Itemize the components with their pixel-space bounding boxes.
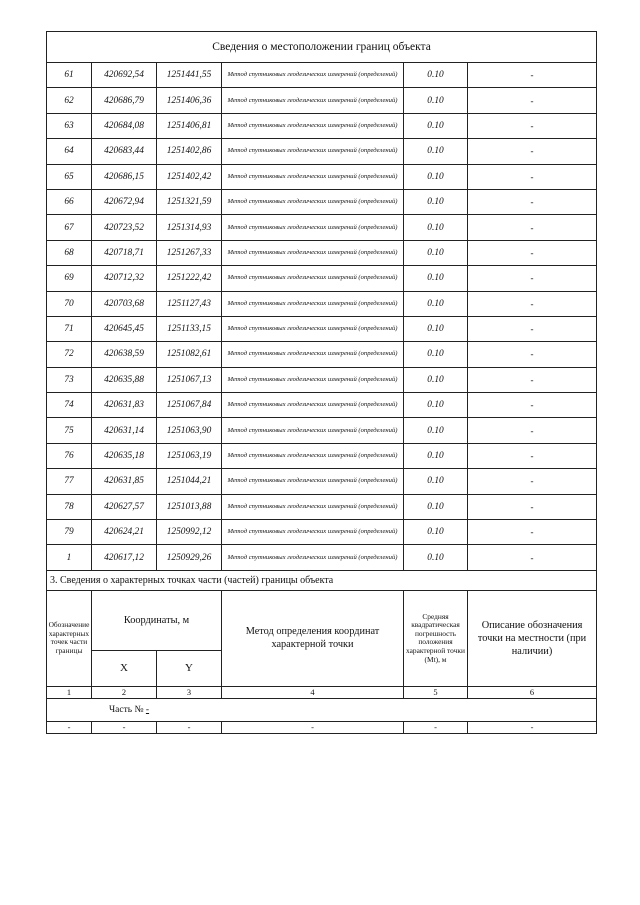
coord-x: 420692,54 bbox=[92, 63, 157, 88]
point-number: 67 bbox=[47, 215, 92, 240]
table-row bbox=[47, 113, 597, 138]
table-row bbox=[47, 139, 597, 164]
coord-y: 1251406,36 bbox=[157, 88, 222, 113]
header-desc: Описание обозначения точки на местности (при наличии) bbox=[468, 590, 597, 686]
point-description: - bbox=[468, 266, 597, 291]
part-row bbox=[47, 698, 597, 721]
part-label: Часть № bbox=[109, 704, 144, 715]
mt-value: 0.10 bbox=[404, 88, 468, 113]
mt-value: 0.10 bbox=[404, 113, 468, 138]
point-number: 76 bbox=[47, 443, 92, 468]
method-text: Метод спутниковых геодезических измерений (определений) bbox=[222, 189, 404, 214]
point-description: - bbox=[468, 494, 597, 519]
coord-y: 1251402,42 bbox=[157, 164, 222, 189]
point-number: 1 bbox=[47, 545, 92, 570]
table-row bbox=[47, 88, 597, 113]
col-number: 4 bbox=[222, 686, 404, 698]
mt-value: 0.10 bbox=[404, 393, 468, 418]
header-mt: Средняя квадратическая погрешность положения характерной точки (Mt), м bbox=[404, 590, 468, 686]
point-description: - bbox=[468, 189, 597, 214]
point-description: - bbox=[468, 342, 597, 367]
point-description: - bbox=[468, 164, 597, 189]
mt-value: 0.10 bbox=[404, 367, 468, 392]
method-text: Метод спутниковых геодезических измерений (определений) bbox=[222, 520, 404, 545]
coord-x: 420638,59 bbox=[92, 342, 157, 367]
point-number: 66 bbox=[47, 189, 92, 214]
table-row bbox=[47, 316, 597, 341]
point-number: 78 bbox=[47, 494, 92, 519]
coord-x: 420617,12 bbox=[92, 545, 157, 570]
coord-y: 1251067,13 bbox=[157, 367, 222, 392]
part-cell bbox=[47, 698, 597, 721]
method-text: Метод спутниковых геодезических измерений (определений) bbox=[222, 113, 404, 138]
point-number: 61 bbox=[47, 63, 92, 88]
coord-y: 1250992,12 bbox=[157, 520, 222, 545]
table-row bbox=[47, 418, 597, 443]
mt-value: 0.10 bbox=[404, 164, 468, 189]
table-row bbox=[47, 240, 597, 265]
coord-x: 420631,83 bbox=[92, 393, 157, 418]
table-row bbox=[47, 494, 597, 519]
dash-cell: - bbox=[468, 721, 597, 733]
dash-cell: - bbox=[47, 721, 92, 733]
point-description: - bbox=[468, 520, 597, 545]
method-text: Метод спутниковых геодезических измерений (определений) bbox=[222, 240, 404, 265]
table-row bbox=[47, 469, 597, 494]
point-description: - bbox=[468, 443, 597, 468]
mt-value: 0.10 bbox=[404, 240, 468, 265]
mt-value: 0.10 bbox=[404, 443, 468, 468]
section-3-row bbox=[47, 570, 597, 590]
dash-cell: - bbox=[222, 721, 404, 733]
table-row bbox=[47, 291, 597, 316]
point-description: - bbox=[468, 215, 597, 240]
point-number: 68 bbox=[47, 240, 92, 265]
point-number: 73 bbox=[47, 367, 92, 392]
method-text: Метод спутниковых геодезических измерений (определений) bbox=[222, 443, 404, 468]
table-row bbox=[47, 393, 597, 418]
coord-y: 1251063,90 bbox=[157, 418, 222, 443]
document-page bbox=[46, 31, 596, 734]
mt-value: 0.10 bbox=[404, 316, 468, 341]
coord-x: 420627,57 bbox=[92, 494, 157, 519]
point-number: 77 bbox=[47, 469, 92, 494]
point-description: - bbox=[468, 469, 597, 494]
point-description: - bbox=[468, 88, 597, 113]
coord-x: 420624,21 bbox=[92, 520, 157, 545]
method-text: Метод спутниковых геодезических измерений (определений) bbox=[222, 316, 404, 341]
method-text: Метод спутниковых геодезических измерений (определений) bbox=[222, 469, 404, 494]
method-text: Метод спутниковых геодезических измерений (определений) bbox=[222, 418, 404, 443]
point-description: - bbox=[468, 63, 597, 88]
coord-x: 420672,94 bbox=[92, 189, 157, 214]
table-row bbox=[47, 63, 597, 88]
coord-y: 1251222,42 bbox=[157, 266, 222, 291]
coord-y: 1251267,33 bbox=[157, 240, 222, 265]
point-number: 75 bbox=[47, 418, 92, 443]
coord-x: 420645,45 bbox=[92, 316, 157, 341]
header-y: Y bbox=[157, 650, 222, 686]
coord-y: 1251133,15 bbox=[157, 316, 222, 341]
coord-y: 1251063,19 bbox=[157, 443, 222, 468]
point-description: - bbox=[468, 240, 597, 265]
method-text: Метод спутниковых геодезических измерений (определений) bbox=[222, 266, 404, 291]
point-description: - bbox=[468, 316, 597, 341]
coord-y: 1251013,88 bbox=[157, 494, 222, 519]
coord-x: 420712,32 bbox=[92, 266, 157, 291]
method-text: Метод спутниковых геодезических измерений (определений) bbox=[222, 545, 404, 570]
mt-value: 0.10 bbox=[404, 520, 468, 545]
mt-value: 0.10 bbox=[404, 139, 468, 164]
col-number: 3 bbox=[157, 686, 222, 698]
method-text: Метод спутниковых геодезических измерений (определений) bbox=[222, 88, 404, 113]
table-row bbox=[47, 189, 597, 214]
header-method: Метод определения координат характерной точки bbox=[222, 590, 404, 686]
header-x: X bbox=[92, 650, 157, 686]
point-number: 65 bbox=[47, 164, 92, 189]
point-description: - bbox=[468, 291, 597, 316]
point-description: - bbox=[468, 418, 597, 443]
mt-value: 0.10 bbox=[404, 545, 468, 570]
table-title-row bbox=[47, 32, 597, 63]
table-row bbox=[47, 545, 597, 570]
point-number: 64 bbox=[47, 139, 92, 164]
coord-y: 1251044,21 bbox=[157, 469, 222, 494]
point-number: 74 bbox=[47, 393, 92, 418]
coord-y: 1251402,86 bbox=[157, 139, 222, 164]
boundary-table bbox=[46, 31, 597, 734]
table-row bbox=[47, 520, 597, 545]
mt-value: 0.10 bbox=[404, 291, 468, 316]
section-3-header-row bbox=[47, 590, 597, 650]
method-text: Метод спутниковых геодезических измерений (определений) bbox=[222, 393, 404, 418]
column-numbers-row bbox=[47, 686, 597, 698]
point-description: - bbox=[468, 113, 597, 138]
mt-value: 0.10 bbox=[404, 189, 468, 214]
mt-value: 0.10 bbox=[404, 494, 468, 519]
method-text: Метод спутниковых геодезических измерений (определений) bbox=[222, 139, 404, 164]
point-description: - bbox=[468, 367, 597, 392]
coord-x: 420703,68 bbox=[92, 291, 157, 316]
method-text: Метод спутниковых геодезических измерений (определений) bbox=[222, 291, 404, 316]
table-row bbox=[47, 215, 597, 240]
point-number: 62 bbox=[47, 88, 92, 113]
coord-y: 1250929,26 bbox=[157, 545, 222, 570]
dash-cell: - bbox=[404, 721, 468, 733]
point-description: - bbox=[468, 139, 597, 164]
mt-value: 0.10 bbox=[404, 266, 468, 291]
table-row bbox=[47, 164, 597, 189]
point-description: - bbox=[468, 545, 597, 570]
method-text: Метод спутниковых геодезических измерений (определений) bbox=[222, 215, 404, 240]
coord-y: 1251127,43 bbox=[157, 291, 222, 316]
col-number: 2 bbox=[92, 686, 157, 698]
header-coords: Координаты, м bbox=[92, 590, 222, 650]
coord-x: 420718,71 bbox=[92, 240, 157, 265]
coord-y: 1251406,81 bbox=[157, 113, 222, 138]
coord-y: 1251314,93 bbox=[157, 215, 222, 240]
dash-cell: - bbox=[92, 721, 157, 733]
section-3-title: 3. Сведения о характерных точках части (частей) границы объекта bbox=[47, 570, 597, 590]
method-text: Метод спутниковых геодезических измерений (определений) bbox=[222, 164, 404, 189]
coord-x: 420635,18 bbox=[92, 443, 157, 468]
mt-value: 0.10 bbox=[404, 469, 468, 494]
point-number: 71 bbox=[47, 316, 92, 341]
col-number: 1 bbox=[47, 686, 92, 698]
point-number: 79 bbox=[47, 520, 92, 545]
table-row bbox=[47, 266, 597, 291]
coord-x: 420635,88 bbox=[92, 367, 157, 392]
dash-cell: - bbox=[157, 721, 222, 733]
table-row bbox=[47, 342, 597, 367]
header-point: Обозначение характерных точек части границы bbox=[47, 590, 92, 686]
coord-x: 420631,14 bbox=[92, 418, 157, 443]
method-text: Метод спутниковых геодезических измерений (определений) bbox=[222, 342, 404, 367]
coord-x: 420684,08 bbox=[92, 113, 157, 138]
coord-y: 1251321,59 bbox=[157, 189, 222, 214]
coord-x: 420683,44 bbox=[92, 139, 157, 164]
table-row bbox=[47, 367, 597, 392]
coord-x: 420631,85 bbox=[92, 469, 157, 494]
part-value: - bbox=[145, 704, 150, 715]
method-text: Метод спутниковых геодезических измерений (определений) bbox=[222, 494, 404, 519]
point-number: 69 bbox=[47, 266, 92, 291]
table-row bbox=[47, 443, 597, 468]
coord-y: 1251082,61 bbox=[157, 342, 222, 367]
method-text: Метод спутниковых геодезических измерений (определений) bbox=[222, 367, 404, 392]
coord-x: 420686,15 bbox=[92, 164, 157, 189]
point-number: 70 bbox=[47, 291, 92, 316]
coord-y: 1251067,84 bbox=[157, 393, 222, 418]
mt-value: 0.10 bbox=[404, 418, 468, 443]
mt-value: 0.10 bbox=[404, 342, 468, 367]
method-text: Метод спутниковых геодезических измерений (определений) bbox=[222, 63, 404, 88]
table-title: Сведения о местоположении границ объекта bbox=[47, 32, 597, 63]
mt-value: 0.10 bbox=[404, 63, 468, 88]
coord-x: 420686,79 bbox=[92, 88, 157, 113]
point-description: - bbox=[468, 393, 597, 418]
col-number: 5 bbox=[404, 686, 468, 698]
coord-y: 1251441,55 bbox=[157, 63, 222, 88]
empty-part-row bbox=[47, 721, 597, 733]
point-number: 63 bbox=[47, 113, 92, 138]
col-number: 6 bbox=[468, 686, 597, 698]
point-number: 72 bbox=[47, 342, 92, 367]
mt-value: 0.10 bbox=[404, 215, 468, 240]
coord-x: 420723,52 bbox=[92, 215, 157, 240]
